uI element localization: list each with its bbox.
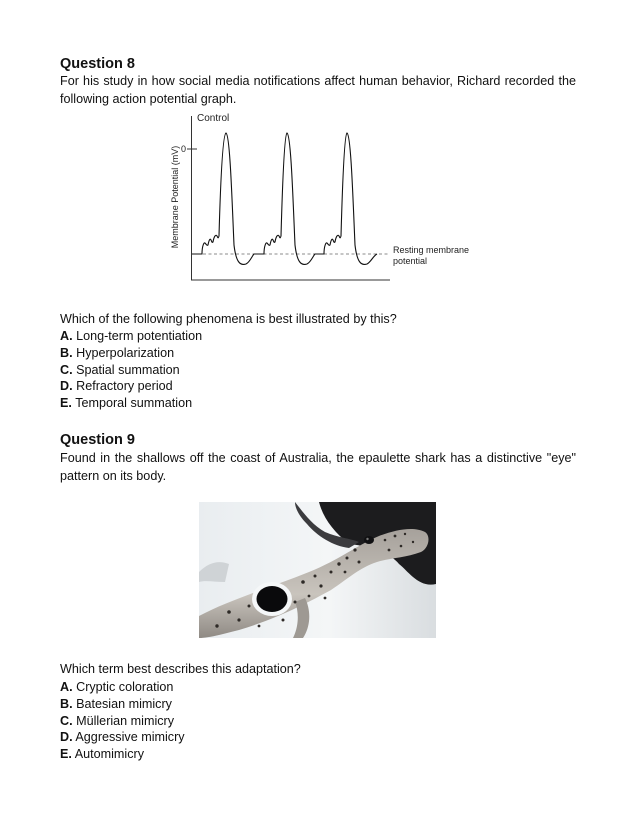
option-text: Long-term potentiation bbox=[76, 329, 203, 343]
question-9-title: Question 9 bbox=[60, 432, 135, 448]
option-text: Automimicry bbox=[74, 747, 144, 762]
question-9-options bbox=[60, 679, 185, 763]
question-8-prompt: For his study in how social media notifications affect human behavior, Richard recorded the following action potential graph. bbox=[60, 74, 576, 106]
option-letter: C. bbox=[60, 713, 73, 728]
question-8-options bbox=[60, 328, 202, 412]
option-e[interactable] bbox=[60, 746, 185, 763]
option-text: Temporal summation bbox=[75, 396, 193, 411]
question-9-prompt: Found in the shallows off the coast of Australia, the epaulette shark has a distinctive "eye" pattern on its body. bbox=[60, 451, 576, 483]
epaulette-shark-photo bbox=[199, 502, 436, 638]
option-letter: E. bbox=[60, 747, 72, 762]
option-letter: B. bbox=[60, 345, 73, 360]
option-text: Cryptic coloration bbox=[76, 680, 174, 694]
question-8-stem: Which of the following phenomena is best illustrated by this? bbox=[60, 312, 397, 326]
option-text: Müllerian mimicry bbox=[76, 713, 175, 728]
option-d[interactable] bbox=[60, 729, 185, 746]
annotation-line-2: potential bbox=[393, 256, 428, 266]
option-letter: A. bbox=[60, 680, 73, 694]
action-potential-trace bbox=[192, 133, 377, 264]
question-9-stem: Which term best describes this adaptation? bbox=[60, 662, 301, 676]
option-letter: D. bbox=[60, 730, 73, 745]
option-text: Batesian mimicry bbox=[76, 696, 172, 711]
option-c[interactable] bbox=[60, 713, 185, 730]
option-a[interactable] bbox=[60, 679, 185, 696]
option-text: Spatial summation bbox=[76, 362, 180, 377]
option-c[interactable] bbox=[60, 362, 202, 379]
option-a[interactable] bbox=[60, 328, 202, 345]
option-letter: E. bbox=[60, 396, 72, 411]
option-b[interactable] bbox=[60, 345, 202, 362]
question-8-title: Question 8 bbox=[60, 56, 135, 72]
option-letter: C. bbox=[60, 362, 73, 377]
option-text: Hyperpolarization bbox=[76, 345, 175, 360]
option-letter: D. bbox=[60, 379, 73, 394]
option-d[interactable] bbox=[60, 378, 202, 395]
y-tick-label: 0 bbox=[181, 144, 187, 154]
annotation-line-1: Resting membrane bbox=[393, 245, 470, 255]
option-letter: A. bbox=[60, 329, 73, 343]
option-b[interactable] bbox=[60, 696, 185, 713]
option-e[interactable] bbox=[60, 395, 202, 412]
option-letter: B. bbox=[60, 696, 73, 711]
graph-title: Control bbox=[197, 113, 230, 124]
option-text: Refractory period bbox=[76, 379, 173, 394]
option-text: Aggressive mimicry bbox=[75, 730, 185, 745]
y-axis-label: Membrane Potential (mV) bbox=[170, 145, 180, 249]
